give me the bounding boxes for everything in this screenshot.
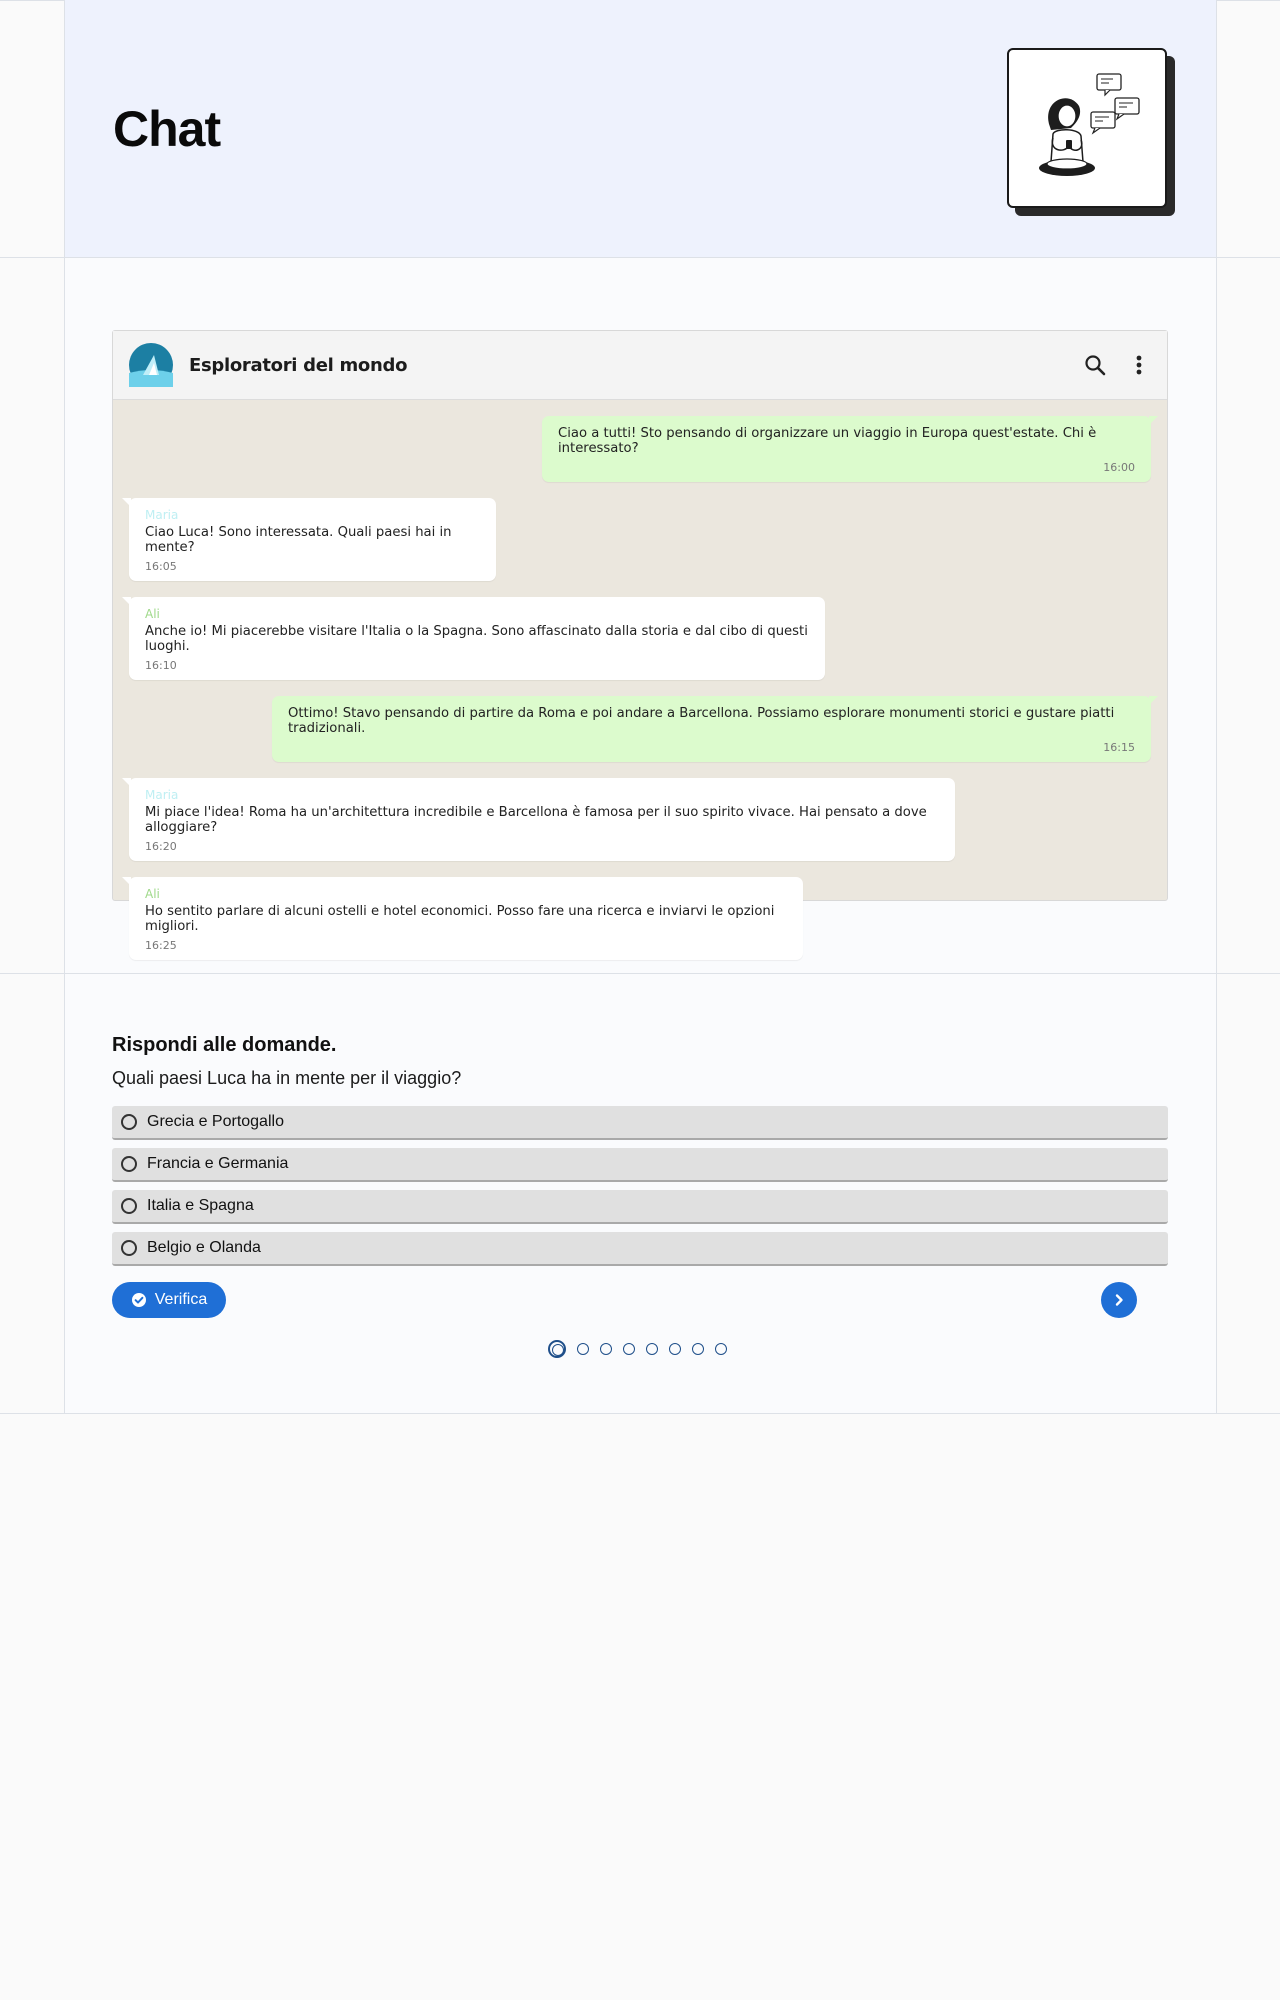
message-time: 16:20 (145, 840, 177, 853)
page-title: Chat (113, 101, 221, 157)
page-dot-3[interactable] (600, 1343, 612, 1355)
chat-illustration (1007, 48, 1167, 208)
message-text: Ho sentito parlare di alcuni ostelli e hotel economici. Posso fare una ricerca e inviarvi le opzioni migliori. (145, 904, 775, 934)
message-bubble (129, 498, 496, 581)
pagination-dots (548, 1340, 727, 1358)
message-time: 16:05 (145, 560, 177, 573)
option-label: Francia e Germania (147, 1155, 289, 1172)
message-bubble (129, 597, 825, 680)
next-button[interactable] (1101, 1282, 1137, 1318)
quiz-question: Quali paesi Luca ha in mente per il viaggio? (112, 1068, 462, 1088)
page-header (65, 0, 1216, 257)
message-time: 16:15 (1103, 741, 1135, 754)
message-sender: Ali (145, 607, 160, 621)
answer-option[interactable] (112, 1106, 1168, 1140)
message-time: 16:10 (145, 659, 177, 672)
message-text: Ciao a tutti! Sto pensando di organizzare un viaggio in Europa quest'estate. Chi è interessato? (558, 426, 1097, 456)
message-text: Anche io! Mi piacerebbe visitare l'Italia o la Spagna. Sono affascinato dalla storia e dal cibo di questi luoghi. (145, 624, 808, 654)
radio-button[interactable] (121, 1240, 137, 1256)
message-text: Ottimo! Stavo pensando di partire da Roma e poi andare a Barcellona. Possiamo esplorare monumenti storici e gustare piatti tradizionali. (288, 706, 1115, 736)
message-sender: Maria (145, 788, 179, 802)
message-bubble (129, 877, 803, 960)
message-time: 16:25 (145, 939, 177, 952)
quiz-title: Rispondi alle domande. (112, 1034, 337, 1056)
message-sender: Maria (145, 508, 179, 522)
option-label: Belgio e Olanda (147, 1239, 261, 1256)
woman-chatting-icon (1009, 50, 1165, 206)
message-bubble (272, 696, 1151, 762)
radio-button[interactable] (121, 1156, 137, 1172)
mountain-avatar-icon (129, 343, 173, 387)
message-bubble (542, 416, 1151, 482)
page-dot-2[interactable] (577, 1343, 589, 1355)
message-sender: Ali (145, 887, 160, 901)
answer-options (112, 1106, 1168, 1274)
more-options-icon[interactable] (1127, 353, 1151, 377)
page-dot-1[interactable] (548, 1340, 566, 1358)
answer-option[interactable] (112, 1148, 1168, 1182)
group-name: Esploratori del mondo (189, 354, 408, 376)
page-dot-4[interactable] (623, 1343, 635, 1355)
message-time: 16:00 (1103, 461, 1135, 474)
option-label: Grecia e Portogallo (147, 1113, 284, 1130)
page-dot-7[interactable] (692, 1343, 704, 1355)
chevron-right-icon (1112, 1293, 1126, 1307)
verify-label: Verifica (154, 1291, 208, 1308)
answer-option[interactable] (112, 1190, 1168, 1224)
page-dot-5[interactable] (646, 1343, 658, 1355)
radio-button[interactable] (121, 1114, 137, 1130)
option-label: Italia e Spagna (147, 1197, 254, 1214)
answer-option[interactable] (112, 1232, 1168, 1266)
group-avatar (129, 343, 173, 387)
message-bubble (129, 778, 955, 861)
check-circle-icon (131, 1292, 147, 1308)
chat-window (112, 330, 1168, 952)
verify-button[interactable] (112, 1282, 226, 1318)
search-icon[interactable] (1083, 353, 1107, 377)
page-dot-6[interactable] (669, 1343, 681, 1355)
message-text: Ciao Luca! Sono interessata. Quali paesi hai in mente? (145, 525, 452, 555)
radio-button[interactable] (121, 1198, 137, 1214)
chat-header (113, 331, 1167, 400)
message-list (113, 400, 1167, 952)
page-dot-8[interactable] (715, 1343, 727, 1355)
message-text: Mi piace l'idea! Roma ha un'architettura incredibile e Barcellona è famosa per il suo spirito vivace. Hai pensato a dove alloggiare? (145, 805, 927, 835)
